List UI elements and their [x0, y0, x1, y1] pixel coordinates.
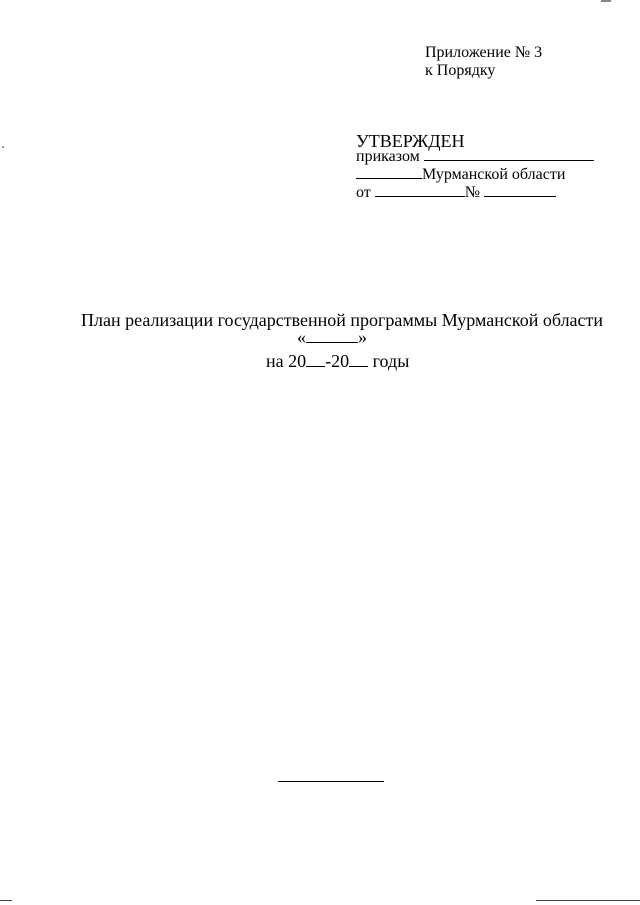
- approved-heading: УТВЕРЖДЕН: [356, 131, 465, 151]
- date-prefix: от: [356, 184, 371, 201]
- number-sign: №: [464, 184, 481, 201]
- date-number-line: [356, 184, 556, 201]
- order-reference-line: к Порядку: [425, 62, 496, 79]
- region-line: [356, 166, 565, 183]
- corner-tick-mark: [601, 0, 611, 2]
- region-text: Мурманской области: [422, 166, 566, 183]
- order-line: [356, 148, 594, 165]
- years-suffix: годы: [372, 351, 410, 371]
- document-title: План реализации государственной программы Мурманской области: [81, 310, 604, 330]
- open-quote: «: [297, 327, 306, 347]
- start-year-blank: [306, 354, 325, 367]
- program-name-line: [297, 328, 367, 346]
- years-line: [266, 352, 409, 370]
- right-edge-mark: [536, 900, 640, 901]
- left-margin-dot: [2, 146, 4, 148]
- program-name-blank: [306, 330, 358, 343]
- years-mid: -20: [325, 351, 350, 371]
- left-edge-mark: [0, 900, 12, 901]
- years-prefix: на 20: [266, 351, 307, 371]
- end-year-blank: [349, 354, 368, 367]
- appendix-line: Приложение № 3: [425, 44, 543, 61]
- date-blank: [375, 184, 465, 197]
- order-label: приказом: [356, 148, 420, 165]
- order-blank: [424, 148, 594, 161]
- authority-blank: [356, 166, 422, 179]
- close-quote: »: [358, 327, 367, 347]
- end-separator-line: [278, 781, 384, 782]
- number-blank: [484, 184, 556, 197]
